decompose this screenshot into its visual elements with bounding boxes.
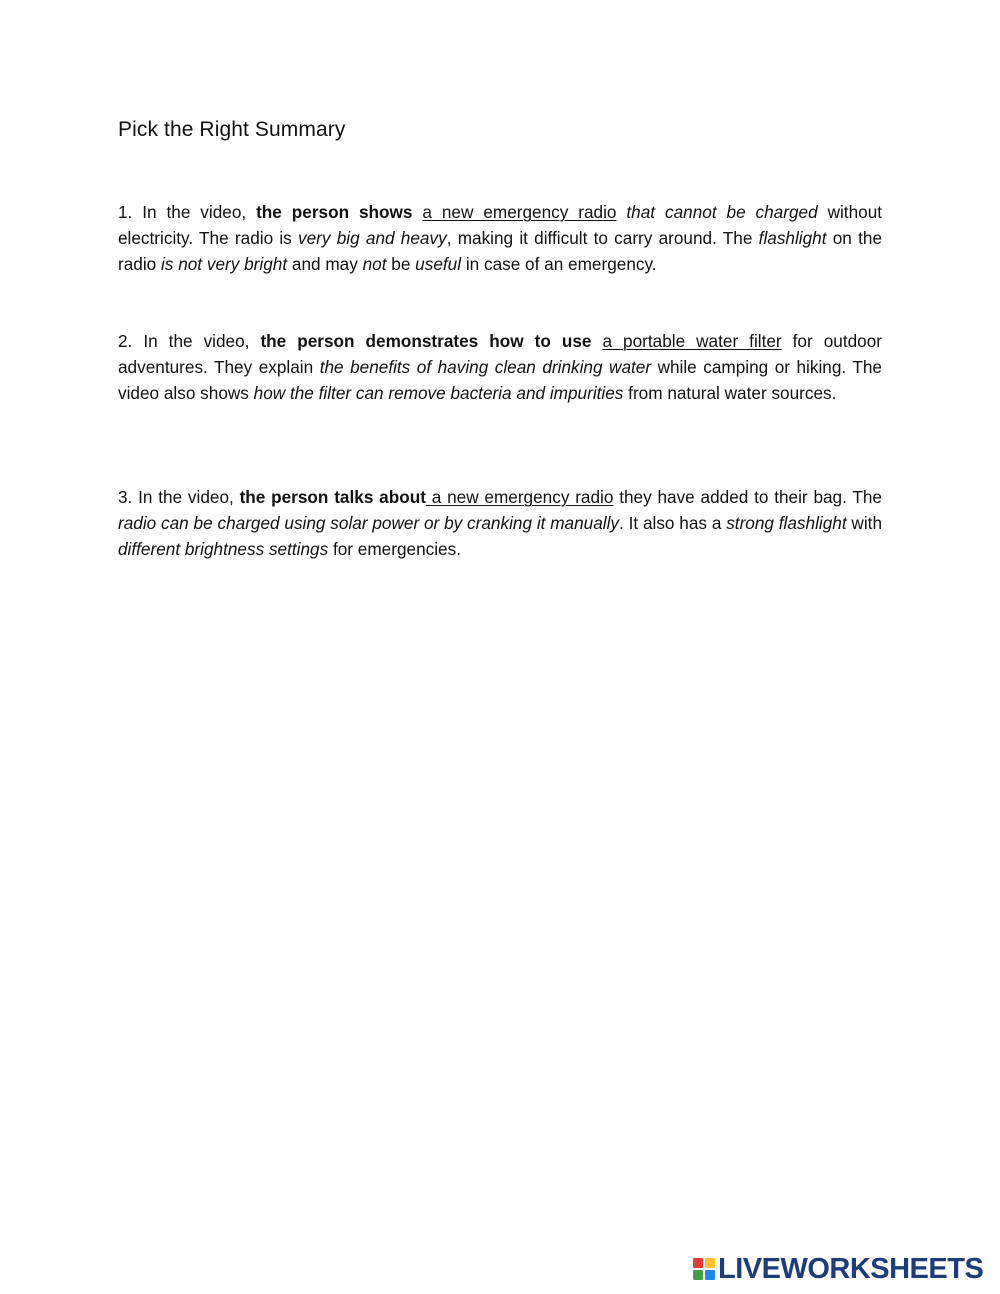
text-segment: the benefits of having clean drinking water [319, 357, 652, 377]
text-segment: a portable water filter [602, 331, 782, 351]
logo-text: LIVEWORKSHEETS [718, 1253, 984, 1285]
text-segment: 1. In the video, [118, 202, 257, 222]
text-segment [591, 331, 602, 351]
summary-option-1[interactable] [118, 199, 882, 277]
page-title: Pick the Right Summary [118, 118, 346, 141]
text-segment: , making it difficult to carry around. The [446, 228, 759, 248]
text-segment: radio can be charged using solar power or by cranking it manually [118, 513, 620, 533]
text-segment: not [362, 254, 387, 274]
text-segment: be [386, 254, 416, 274]
summary-option-3[interactable] [118, 484, 882, 562]
text-segment: for outdoor adventures. They explain [118, 331, 883, 377]
text-segment: for emergencies. [328, 539, 461, 559]
text-segment: how the filter can remove bacteria and impurities [253, 383, 624, 403]
logo-block-4 [705, 1270, 715, 1280]
logo-block-2 [705, 1258, 715, 1268]
text-segment: different brightness settings [118, 539, 329, 559]
text-segment: 3. In the video, [118, 487, 240, 507]
logo-block-1 [693, 1258, 703, 1268]
text-segment: while camping or hiking. The video also shows [118, 357, 882, 403]
text-segment [412, 202, 422, 222]
text-segment: in case of an emergency. [461, 254, 657, 274]
text-segment: strong flashlight [726, 513, 847, 533]
text-segment: and may [287, 254, 363, 274]
text-segment: they have added to their bag. The [613, 487, 882, 507]
text-segment: a new emergency radio [425, 487, 614, 507]
text-segment: from natural water sources. [623, 383, 837, 403]
text-segment: useful [415, 254, 462, 274]
text-segment [616, 202, 626, 222]
liveworksheets-logo-icon [693, 1258, 715, 1280]
text-segment: a new emergency radio [422, 202, 617, 222]
text-segment: on the radio [118, 228, 882, 274]
text-segment: without electricity. The radio is [118, 202, 883, 248]
text-segment: with [846, 513, 882, 533]
text-segment: the person demonstrates how to use [260, 331, 592, 351]
text-segment: the person shows [256, 202, 413, 222]
text-segment: 2. In the video, [118, 331, 261, 351]
logo-block-3 [693, 1270, 703, 1280]
liveworksheets-logo [693, 1255, 983, 1283]
text-segment: is not very bright [161, 254, 288, 274]
text-segment: very big and heavy [298, 228, 447, 248]
text-segment: that cannot be charged [626, 202, 818, 222]
text-segment: . It also has a [619, 513, 727, 533]
summary-option-2[interactable] [118, 328, 882, 406]
text-segment: the person talks about [239, 487, 426, 507]
text-segment: flashlight [758, 228, 827, 248]
